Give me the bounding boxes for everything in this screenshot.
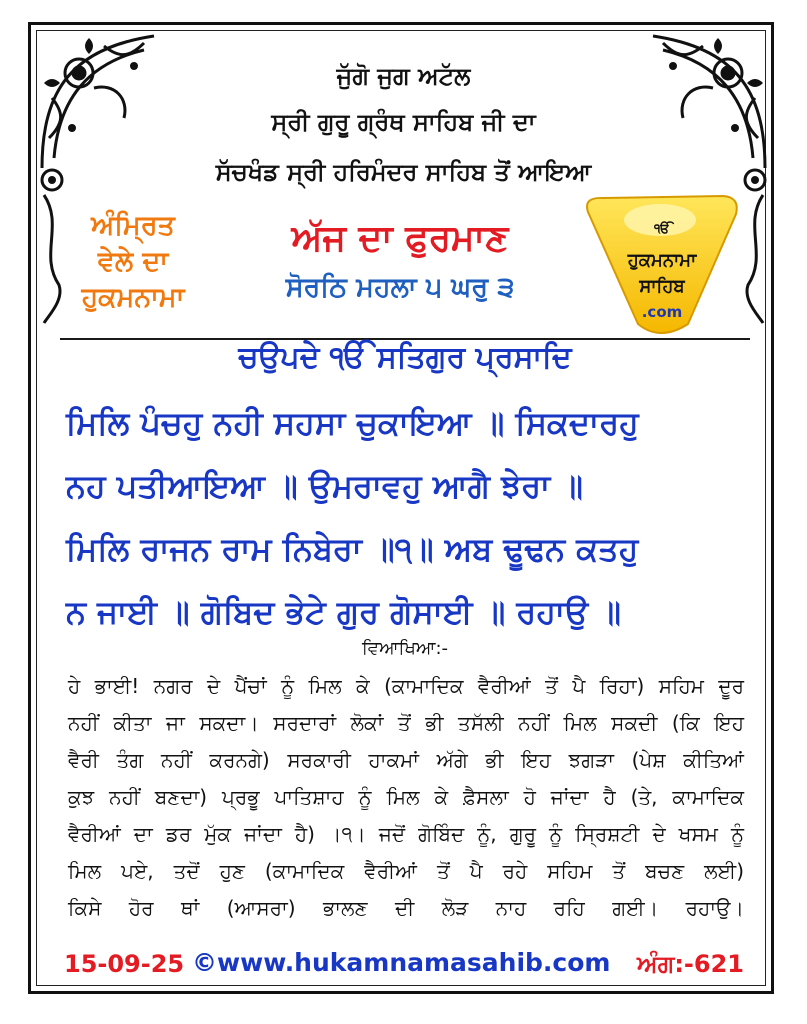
- meaning-line: ਨਹੀਂ ਕੀਤਾ ਜਾ ਸਕਦਾ। ਸਰਦਾਰਾਂ ਲੋਕਾਂ ਤੋਂ ਭੀ ਤਸੱਲੀ ਨਹੀਂ ਮਿਲ ਸਕਦੀ (ਕਿ ਇਹ: [68, 711, 744, 735]
- chaupade-heading: ਚਉਪਦੇ ੴ ਸਤਿਗੁਰ ਪ੍ਰਸਾਦਿ: [238, 340, 572, 375]
- meaning-line: ਵੈਰੀਆਂ ਦਾ ਡਰ ਮੁੱਕ ਜਾਂਦਾ ਹੈ) ।੧। ਜਦੋਂ ਗੋਬਿੰਦ ਨੂੰ, ਗੁਰੂ ਨੂੰ ਸ੍ਰਿਸ਼ਟੀ ਦੇ ਖਸਮ ਨੂੰ: [68, 822, 744, 846]
- gurbani-line: ਮਿਲਿ ਰਾਜਨ ਰਾਮ ਨਿਬੇਰਾ ॥੧॥ ਅਬ ਢੂਢਨ ਕਤਹੁ: [66, 530, 639, 568]
- viakhya-label: ਵਿਆਖਿਆ:-: [362, 638, 448, 659]
- gurbani-line: ਨ ਜਾਈ ॥ ਗੋਬਿਦ ਭੇਟੇ ਗੁਰ ਗੋਸਾਈ ॥ ਰਹਾਉ ॥: [66, 593, 621, 631]
- ik-onkar-icon: ੴ: [654, 222, 670, 237]
- corner-ornament-icon: [34, 28, 184, 178]
- footer: [64, 948, 744, 984]
- raag-heading: ਸੋਰਠਿ ਮਹਲਾ ੫ ਘਰੁ ੩: [285, 272, 515, 303]
- footer-ang-number: ਅੰਗ:-621: [636, 950, 744, 978]
- meaning-line: ਹੇ ਭਾਈ! ਨਗਰ ਦੇ ਪੈਂਚਾਂ ਨੂੰ ਮਿਲ ਕੇ (ਕਾਮਾਦਿਕ ਵੈਰੀਆਂ ਤੋਂ ਪੈ ਰਿਹਾ) ਸਹਿਮ ਦੂਰ: [68, 674, 744, 698]
- footer-website-link[interactable]: ©www.hukamnamasahib.com: [192, 948, 611, 977]
- badge-line-2: ਸਾਹਿਬ: [639, 276, 685, 297]
- meaning-line: ਮਿਲ ਪਏ, ਤਦੋਂ ਹੁਣ (ਕਾਮਾਦਿਕ ਵੈਰੀਆਂ ਤੋਂ ਪੈ ਰਹੇ ਸਹਿਮ ਤੋਂ ਬਚਣ ਲਈ): [68, 859, 744, 883]
- gurbani-line: ਨਹ ਪਤੀਆਇਆ ॥ ਉਮਰਾਵਹੁ ਆਗੈ ਝੇਰਾ ॥: [66, 467, 583, 505]
- page-title: ਅੱਜ ਦਾ ਫੁਰਮਾਣ: [291, 218, 509, 259]
- gurbani-text: [66, 392, 746, 644]
- header-line-2: ਸ੍ਰੀ ਗੁਰੂ ਗ੍ਰੰਥ ਸਾਹਿਬ ਜੀ ਦਾ: [271, 108, 536, 136]
- badge-line-1: ਹੁਕਮਨਾਮਾ: [627, 250, 697, 271]
- header-line-1: ਜੁੱਗੋ ਜੁਗ ਅਟੱਲ: [336, 62, 471, 90]
- header-line-3: ਸੱਚਖੰਡ ਸ੍ਰੀ ਹਰਿਮੰਦਰ ਸਾਹਿਬ ਤੋਂ ਆਇਆ: [215, 158, 592, 186]
- meaning-line: ਕੁਝ ਨਹੀਂ ਬਣਦਾ) ਪ੍ਰਭੂ ਪਾਤਿਸ਼ਾਹ ਨੂੰ ਮਿਲ ਕੇ ਫ਼ੈਸਲਾ ਹੋ ਜਾਂਦਾ ਹੈ (ਤੇ, ਕਾਮਾਦਿਕ: [68, 785, 744, 809]
- amrit-line-3: ਹੁਕਮਨਾਮਾ: [81, 282, 185, 313]
- gurbani-line: ਮਿਲਿ ਪੰਚਹੁ ਨਹੀ ਸਹਸਾ ਚੁਕਾਇਆ ॥ ਸਿਕਦਾਰਹੁ: [66, 404, 639, 442]
- amrit-line-1: ਅੰਮ੍ਰਿਤ: [91, 210, 175, 241]
- meaning-line: ਵੈਰੀ ਤੰਗ ਨਹੀਂ ਕਰਨਗੇ) ਸਰਕਾਰੀ ਹਾਕਮਾਂ ਅੱਗੇ ਭੀ ਇਹ ਝਗੜਾ (ਪੇਸ਼ ਕੀਤਿਆਂ: [68, 748, 744, 772]
- corner-ornament-icon: [623, 28, 773, 178]
- badge-line-3: .com: [641, 303, 683, 321]
- footer-date: 15-09-25: [64, 950, 185, 978]
- amrit-vele-label: [58, 208, 208, 316]
- amrit-line-2: ਵੇਲੇ ਦਾ: [97, 246, 169, 277]
- meaning-line: ਕਿਸੇ ਹੋਰ ਥਾਂ (ਆਸਰਾ) ਭਾਲਣ ਦੀ ਲੋੜ ਨਾਹ ਰਹਿ ਗਈ। ਰਹਾਉ।: [68, 896, 744, 920]
- meaning-text: [68, 668, 744, 927]
